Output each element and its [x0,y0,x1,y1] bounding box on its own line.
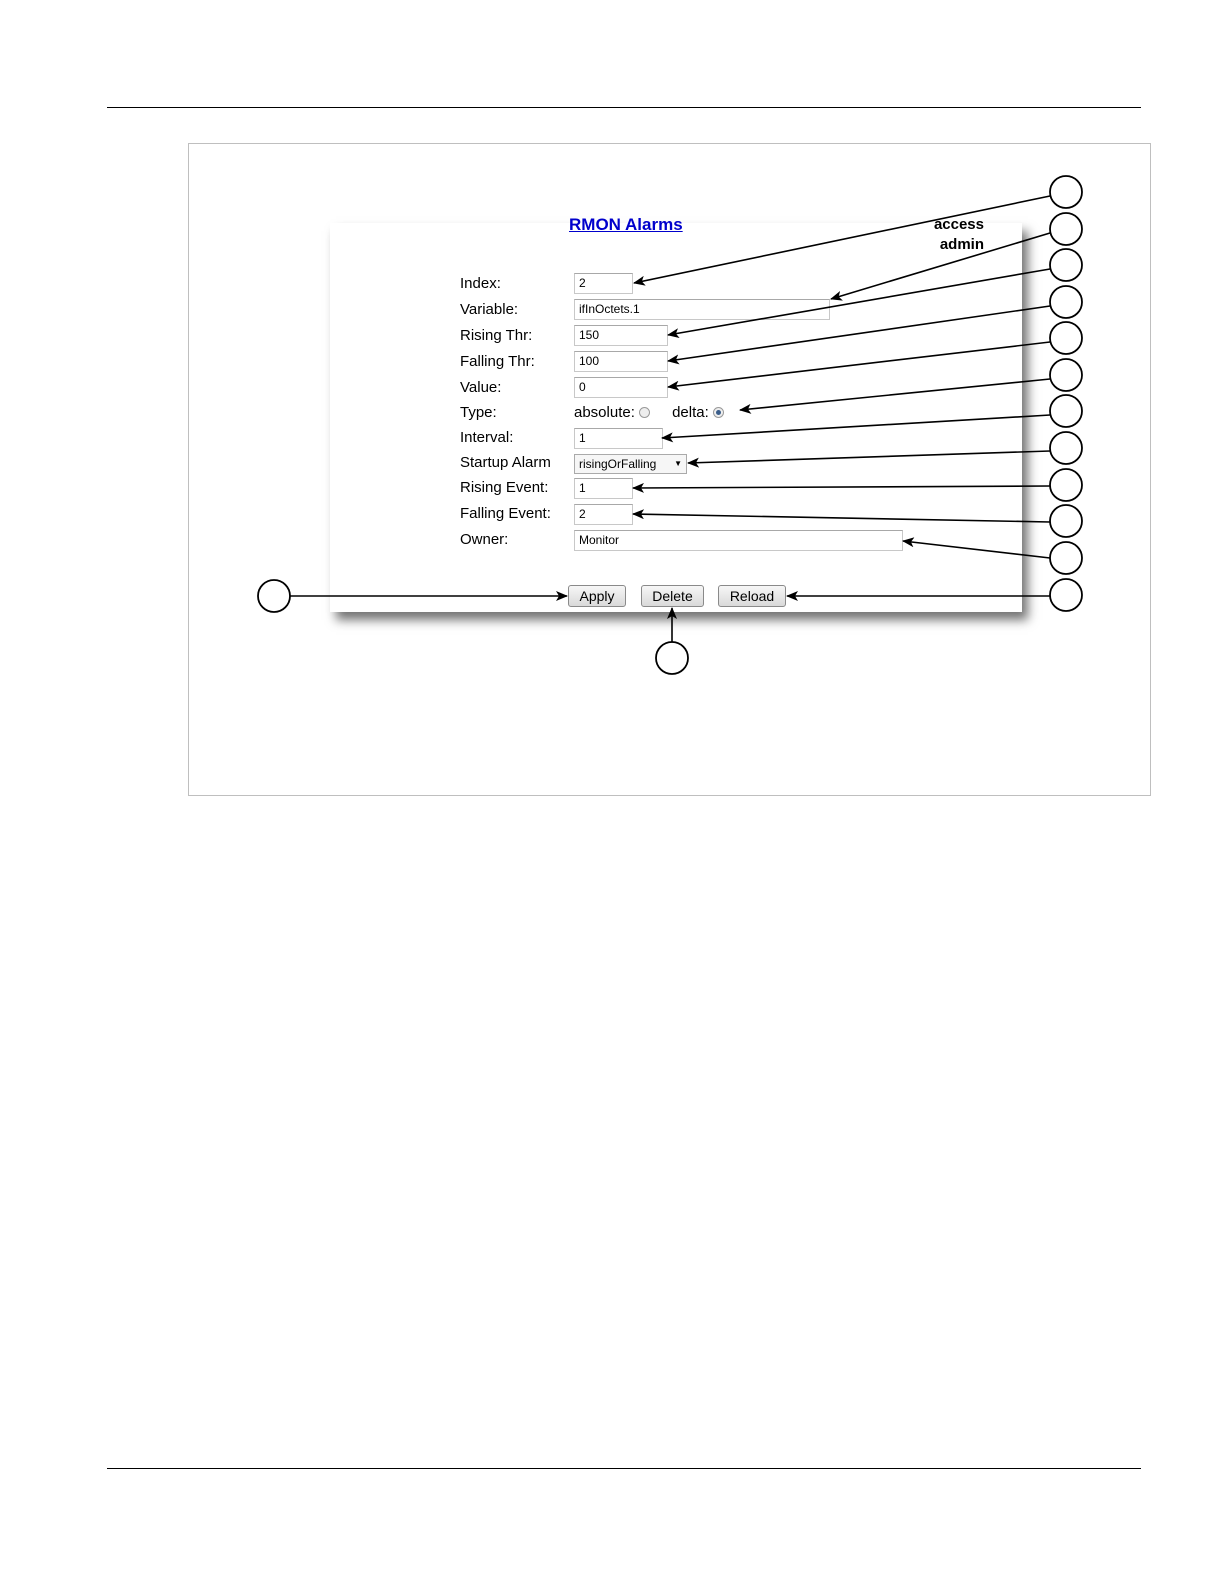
owner-label: Owner: [460,531,509,548]
value-input[interactable]: 0 [574,377,668,398]
callout-circle [1050,395,1082,427]
callout-circle [1050,176,1082,208]
callout-arrow-startup-alarm [688,451,1050,463]
owner-input[interactable]: Monitor [574,530,903,551]
callout-circle [1050,505,1082,537]
access-label: access [933,216,984,233]
interval-label: Interval: [460,429,514,446]
index-input[interactable]: 2 [574,273,633,294]
rising-event-label: Rising Event: [460,479,549,496]
type-label: Type: [460,404,497,421]
callout-circle [258,580,290,612]
callout-circle [1050,322,1082,354]
callout-circle [1050,286,1082,318]
callout-arrow-falling-event [633,514,1050,522]
callout-arrow-value [668,342,1050,387]
page-title[interactable]: RMON Alarms [569,215,683,234]
access-value: admin [939,236,984,253]
callout-circle [1050,542,1082,574]
interval-input[interactable]: 1 [574,428,663,449]
variable-label: Variable: [460,301,519,318]
absolute-radio-label: absolute: [574,404,635,421]
rising-thr-label: Rising Thr: [460,327,533,344]
falling-thr-input[interactable]: 100 [574,351,668,372]
callout-arrow-type [740,379,1050,410]
rising-event-input[interactable]: 1 [574,478,633,499]
rising-thr-input[interactable]: 150 [574,325,668,346]
callout-circle [656,642,688,674]
callout-circle [1050,432,1082,464]
callout-arrow-owner [903,541,1050,558]
apply-button[interactable]: Apply [568,585,626,607]
falling-event-label: Falling Event: [460,505,551,522]
callout-arrow-rising-thr [668,269,1050,335]
callout-circle [1050,359,1082,391]
callout-arrow-falling-thr [668,306,1050,361]
callout-circle [1050,579,1082,611]
delete-button[interactable]: Delete [641,585,704,607]
delta-radio-label: delta: [672,404,709,421]
chevron-down-icon: ▼ [674,459,682,468]
startup-alarm-label: Startup Alarm [460,454,551,471]
variable-input[interactable]: ifInOctets.1 [574,299,830,320]
callout-circle [1050,249,1082,281]
value-label: Value: [460,379,502,396]
callout-circle [1050,213,1082,245]
index-label: Index: [460,275,501,292]
reload-button[interactable]: Reload [718,585,786,607]
callout-circle [1050,469,1082,501]
falling-event-input[interactable]: 2 [574,504,633,525]
callout-arrow-rising-event [633,486,1050,488]
callout-arrow-index [634,196,1050,283]
startup-alarm-value: risingOrFalling [579,457,657,471]
falling-thr-label: Falling Thr: [460,353,535,370]
callout-arrow-interval [662,415,1050,438]
callout-arrow-variable [831,233,1050,299]
